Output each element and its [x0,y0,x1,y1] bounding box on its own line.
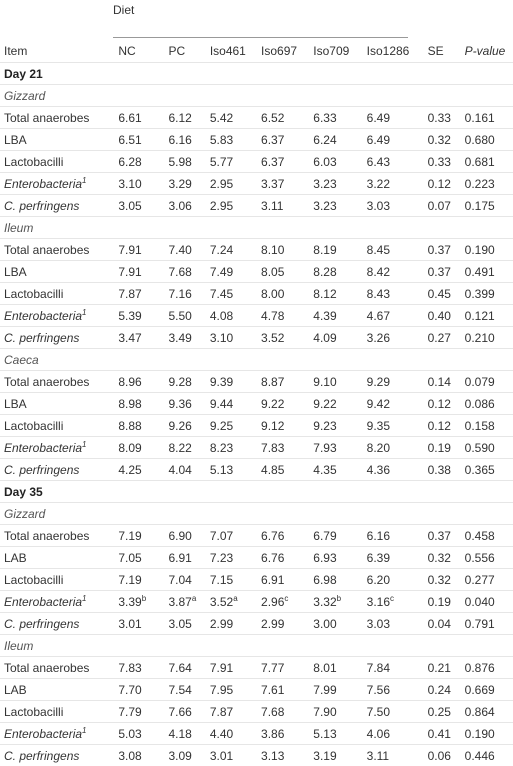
section-heading-row [0,635,513,657]
table-cell: 0.681 [461,151,513,173]
table-cell: 7.19 [114,525,164,547]
table-cell: 5.83 [206,129,257,151]
table-cell: 0.32 [424,129,461,151]
table-cell: 5.42 [206,107,257,129]
table-cell: 0.175 [461,195,513,217]
table-cell: 0.06 [424,745,461,766]
table-cell: 5.77 [206,151,257,173]
row-item-label: Total anaerobes [0,371,114,393]
section-heading-row [0,349,513,371]
table-cell: 5.03 [114,723,164,745]
table-cell: 0.876 [461,657,513,679]
table-cell: 6.33 [309,107,362,129]
day-heading: Day 21 [0,63,513,85]
table-cell: 3.22 [363,173,424,195]
table-cell: 0.223 [461,173,513,195]
table-cell: 7.84 [363,657,424,679]
table-row [0,305,513,327]
table-cell: 6.91 [257,569,309,591]
table-cell: 6.76 [257,547,309,569]
table-cell: 9.28 [164,371,205,393]
table-cell: 8.09 [114,437,164,459]
table-cell: 3.52$^a$ [206,591,257,613]
table-cell: 4.08 [206,305,257,327]
section-heading: Ileum [0,635,513,657]
day-heading: Day 35 [0,481,513,503]
table-cell: 2.99 [206,613,257,635]
table-cell: 4.67 [363,305,424,327]
table-row [0,745,513,766]
table-row [0,107,513,129]
table-cell: 8.22 [164,437,205,459]
table-cell: 8.23 [206,437,257,459]
table-cell: 0.791 [461,613,513,635]
row-item-label: Total anaerobes [0,239,114,261]
table-cell: 8.19 [309,239,362,261]
table-cell: 0.25 [424,701,461,723]
table-cell: 7.87 [114,283,164,305]
row-item-label: C. perfringens [0,459,114,481]
section-heading: Ileum [0,217,513,239]
table-cell: 4.35 [309,459,362,481]
table-cell: 7.91 [114,239,164,261]
table-cell: 4.39 [309,305,362,327]
table-cell: 4.36 [363,459,424,481]
table-cell: 6.12 [164,107,205,129]
table-row [0,173,513,195]
diet-header-rule [113,37,408,38]
footnote-marker: 1 [82,594,86,603]
table-row [0,151,513,173]
table-row [0,723,513,745]
row-item-label: C. perfringens [0,745,114,766]
row-item-label: Total anaerobes [0,525,114,547]
row-item-label: Enterobacteria$^1$ [0,437,114,459]
table-cell: 7.56 [363,679,424,701]
table-cell: 0.37 [424,261,461,283]
column-header-iso1286: Iso1286 [363,40,424,63]
table-cell: 6.51 [114,129,164,151]
diet-header: Diet [113,3,134,17]
table-cell: 9.29 [363,371,424,393]
table-cell: 5.50 [164,305,205,327]
section-heading: Caeca [0,349,513,371]
table-cell: 8.42 [363,261,424,283]
table-cell: 8.01 [309,657,362,679]
table-cell: 8.87 [257,371,309,393]
table-cell: 8.96 [114,371,164,393]
section-heading-row [0,217,513,239]
table-cell: 0.210 [461,327,513,349]
table-cell: 8.10 [257,239,309,261]
table-cell: 0.12 [424,173,461,195]
table-cell: 3.11 [363,745,424,766]
row-item-label: Lactobacilli [0,283,114,305]
table-cell: 7.68 [164,261,205,283]
table-cell: 5.98 [164,151,205,173]
row-item-label: LAB [0,547,114,569]
table-cell: 9.22 [309,393,362,415]
table-cell: 4.06 [363,723,424,745]
column-header-iso697: Iso697 [257,40,309,63]
table-cell: 7.64 [164,657,205,679]
table-row [0,525,513,547]
table-cell: 0.12 [424,415,461,437]
day-heading-row [0,63,513,85]
table-cell: 5.13 [309,723,362,745]
table-cell: 9.39 [206,371,257,393]
table-cell: 7.05 [114,547,164,569]
table-cell: 6.43 [363,151,424,173]
table-cell: 9.22 [257,393,309,415]
table-cell: 7.24 [206,239,257,261]
table-cell: 3.37 [257,173,309,195]
footnote-marker: 1 [82,176,86,185]
table-cell: 0.19 [424,591,461,613]
table-cell: 0.07 [424,195,461,217]
table-cell: 0.864 [461,701,513,723]
row-item-label: Enterobacteria$^1$ [0,305,114,327]
table-cell: 7.83 [257,437,309,459]
row-item-label: LBA [0,129,114,151]
table-row [0,459,513,481]
footnote-marker: 1 [82,726,86,735]
table-cell: 0.32 [424,547,461,569]
table-cell: 7.16 [164,283,205,305]
table-cell: 0.121 [461,305,513,327]
table-cell: 6.76 [257,525,309,547]
table-cell: 6.93 [309,547,362,569]
table-cell: 0.446 [461,745,513,766]
table-cell: 7.15 [206,569,257,591]
row-item-label: Total anaerobes [0,107,114,129]
row-item-label: Enterobacteria$^1$ [0,723,114,745]
table-cell: 6.37 [257,151,309,173]
table-row [0,393,513,415]
table-cell: 7.19 [114,569,164,591]
table-cell: 6.52 [257,107,309,129]
table-cell: 0.24 [424,679,461,701]
table-cell: 9.35 [363,415,424,437]
row-item-label: LBA [0,393,114,415]
table-cell: 8.12 [309,283,362,305]
table-cell: 3.86 [257,723,309,745]
table-cell: 0.079 [461,371,513,393]
table-cell: 6.28 [114,151,164,173]
table-cell: 3.39$^b$ [114,591,164,613]
table-cell: 2.99 [257,613,309,635]
significance-letter: b [337,594,341,603]
table-row [0,569,513,591]
significance-letter: a [192,594,196,603]
table-cell: 0.590 [461,437,513,459]
column-header-item: Item [0,40,114,63]
section-heading-row [0,85,513,107]
table-cell: 4.78 [257,305,309,327]
section-heading-row [0,503,513,525]
table-cell: 6.16 [164,129,205,151]
table-cell: 9.36 [164,393,205,415]
table-cell: 0.161 [461,107,513,129]
table-cell: 7.07 [206,525,257,547]
table-cell: 0.19 [424,437,461,459]
row-item-label: LAB [0,679,114,701]
table-cell: 6.16 [363,525,424,547]
table-cell: 3.01 [206,745,257,766]
table-cell: 0.458 [461,525,513,547]
table-row [0,129,513,151]
column-header-iso461: Iso461 [206,40,257,63]
table-cell: 0.21 [424,657,461,679]
table-cell: 7.93 [309,437,362,459]
table-cell: 7.87 [206,701,257,723]
table-cell: 4.09 [309,327,362,349]
table-cell: 7.90 [309,701,362,723]
table-row [0,371,513,393]
table-cell: 7.91 [114,261,164,283]
table-cell: 5.13 [206,459,257,481]
table-cell: 7.61 [257,679,309,701]
table-cell: 0.12 [424,393,461,415]
table-cell: 8.98 [114,393,164,415]
table-cell: 6.03 [309,151,362,173]
table-row [0,679,513,701]
table-cell: 6.61 [114,107,164,129]
table-cell: 0.27 [424,327,461,349]
header-spacer-row [0,0,513,40]
table-cell: 8.45 [363,239,424,261]
table-cell: 2.95 [206,173,257,195]
column-header-nc: NC [114,40,164,63]
table-row [0,613,513,635]
row-item-label: Total anaerobes [0,657,114,679]
table-cell: 3.26 [363,327,424,349]
table-cell: 7.68 [257,701,309,723]
table-cell: 0.37 [424,239,461,261]
table-cell: 8.88 [114,415,164,437]
table-cell: 0.45 [424,283,461,305]
table-cell: 6.79 [309,525,362,547]
table-cell: 2.96$^c$ [257,591,309,613]
significance-letter: a [233,594,237,603]
table-cell: 9.12 [257,415,309,437]
table-cell: 8.05 [257,261,309,283]
table-cell: 6.90 [164,525,205,547]
table-cell: 7.77 [257,657,309,679]
table-cell: 0.14 [424,371,461,393]
table-cell: 0.33 [424,151,461,173]
table-cell: 3.87$^a$ [164,591,205,613]
table-row [0,195,513,217]
table-cell: 7.04 [164,569,205,591]
table-cell: 8.20 [363,437,424,459]
table-cell: 0.556 [461,547,513,569]
footnote-marker: 1 [82,440,86,449]
table-cell: 8.28 [309,261,362,283]
table-cell: 6.49 [363,129,424,151]
table-cell: 3.23 [309,195,362,217]
table-cell: 3.11 [257,195,309,217]
table-cell: 9.42 [363,393,424,415]
table-cell: 7.54 [164,679,205,701]
table-cell: 7.66 [164,701,205,723]
significance-letter: c [284,594,288,603]
table-cell: 6.49 [363,107,424,129]
table-cell: 6.37 [257,129,309,151]
table-cell: 3.52 [257,327,309,349]
column-header-row [0,40,513,63]
section-heading: Gizzard [0,85,513,107]
column-header-p-value: P-value [461,40,513,63]
table-cell: 0.32 [424,569,461,591]
table-cell: 3.32$^b$ [309,591,362,613]
table-cell: 3.00 [309,613,362,635]
table-cell: 5.39 [114,305,164,327]
table-cell: 6.20 [363,569,424,591]
significance-letter: c [390,594,394,603]
table-cell: 3.23 [309,173,362,195]
table-cell: 0.086 [461,393,513,415]
table-cell: 6.98 [309,569,362,591]
table-cell: 0.40 [424,305,461,327]
column-header-pc: PC [164,40,205,63]
table-cell: 3.49 [164,327,205,349]
table-cell: 7.50 [363,701,424,723]
table-cell: 4.85 [257,459,309,481]
table-cell: 3.16$^c$ [363,591,424,613]
row-item-label: Lactobacilli [0,701,114,723]
table-cell: 7.83 [114,657,164,679]
table-cell: 3.05 [114,195,164,217]
significance-letter: b [142,594,146,603]
table-cell: 3.08 [114,745,164,766]
table-cell: 7.79 [114,701,164,723]
table-row [0,261,513,283]
table-row [0,657,513,679]
table-cell: 6.91 [164,547,205,569]
table-cell: 9.10 [309,371,362,393]
table-cell: 8.43 [363,283,424,305]
section-heading: Gizzard [0,503,513,525]
table-row [0,239,513,261]
table-cell: 3.09 [164,745,205,766]
table-cell: 7.99 [309,679,362,701]
table-row [0,547,513,569]
table-cell: 8.00 [257,283,309,305]
row-item-label: Enterobacteria$^1$ [0,173,114,195]
table-cell: 3.03 [363,613,424,635]
table-cell: 0.190 [461,239,513,261]
table-cell: 0.277 [461,569,513,591]
table-cell: 0.669 [461,679,513,701]
table-cell: 7.23 [206,547,257,569]
table-row [0,437,513,459]
table-cell: 0.37 [424,525,461,547]
table-cell: 3.19 [309,745,362,766]
table-cell: 9.25 [206,415,257,437]
footnote-marker: 1 [82,308,86,317]
table-cell: 0.365 [461,459,513,481]
table-cell: 9.44 [206,393,257,415]
row-item-label: Enterobacteria$^1$ [0,591,114,613]
table-cell: 0.399 [461,283,513,305]
row-item-label: Lactobacilli [0,151,114,173]
table-cell: 0.680 [461,129,513,151]
table-row [0,415,513,437]
table-cell: 3.29 [164,173,205,195]
table-cell: 0.190 [461,723,513,745]
table-cell: 9.23 [309,415,362,437]
table-cell: 0.04 [424,613,461,635]
table-cell: 7.95 [206,679,257,701]
table-cell: 3.06 [164,195,205,217]
table-cell: 6.24 [309,129,362,151]
table-cell: 0.491 [461,261,513,283]
table-cell: 0.33 [424,107,461,129]
table-cell: 2.95 [206,195,257,217]
table-row [0,591,513,613]
table-row [0,283,513,305]
row-item-label: C. perfringens [0,327,114,349]
row-item-label: LBA [0,261,114,283]
table-cell: 4.04 [164,459,205,481]
day-heading-row [0,481,513,503]
table-cell: 7.49 [206,261,257,283]
table-cell: 3.10 [206,327,257,349]
row-item-label: C. perfringens [0,613,114,635]
table-cell: 0.040 [461,591,513,613]
table-row [0,701,513,723]
table-cell: 4.18 [164,723,205,745]
column-header-se: SE [424,40,461,63]
table-cell: 3.13 [257,745,309,766]
table-cell: 3.10 [114,173,164,195]
table-cell: 4.25 [114,459,164,481]
row-item-label: Lactobacilli [0,569,114,591]
column-header-iso709: Iso709 [309,40,362,63]
row-item-label: Lactobacilli [0,415,114,437]
table-cell: 7.70 [114,679,164,701]
table-cell: 7.45 [206,283,257,305]
table-cell: 3.03 [363,195,424,217]
table-cell: 0.158 [461,415,513,437]
table-cell: 9.26 [164,415,205,437]
table-cell: 3.01 [114,613,164,635]
table-cell: 3.05 [164,613,205,635]
table-cell: 0.41 [424,723,461,745]
table-cell: 3.47 [114,327,164,349]
table-cell: 6.39 [363,547,424,569]
table-cell: 0.38 [424,459,461,481]
table-row [0,327,513,349]
table-cell: 7.40 [164,239,205,261]
table-cell: 7.91 [206,657,257,679]
table-cell: 4.40 [206,723,257,745]
row-item-label: C. perfringens [0,195,114,217]
